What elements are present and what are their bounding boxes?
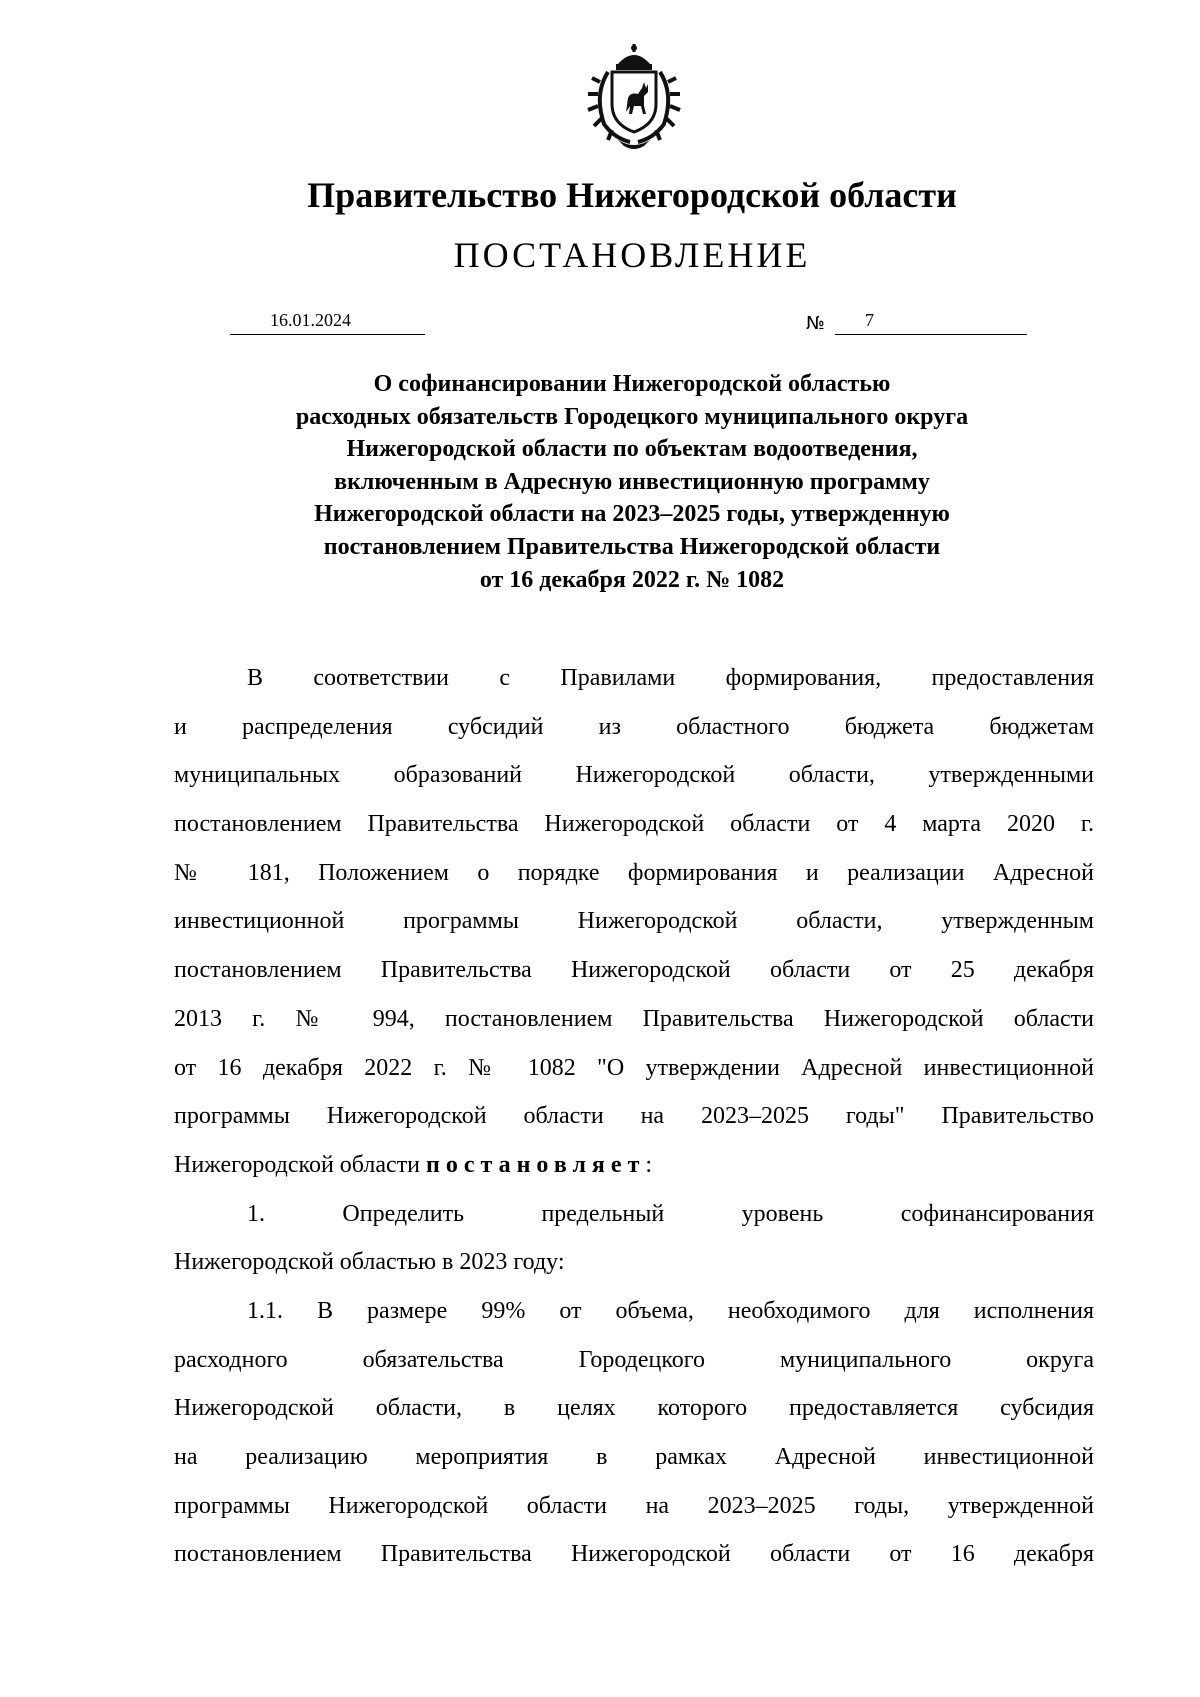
body-line: В соответствии с Правилами формирования, предоставления xyxy=(247,665,1094,691)
document-body xyxy=(174,654,1094,1579)
heading-line: Нижегородской области по объектам водоотведения, xyxy=(346,436,918,463)
organization-title: Правительство Нижегородской области xyxy=(307,175,957,215)
body-line: 1. Определить предельный уровень софинансирования xyxy=(247,1200,1094,1227)
body-line: № 181, Положением о порядке формирования и реализации Адресной xyxy=(174,859,1094,886)
body-line: 1.1. В размере 99% от объема, необходимого для исполнения xyxy=(247,1297,1094,1324)
resolves-word: постановляет xyxy=(426,1151,646,1178)
document-number: 7 xyxy=(865,310,874,330)
date-field xyxy=(230,308,425,335)
body-line: программы Нижегородской области на 2023–2025 годы, утвержденной xyxy=(174,1492,1094,1519)
body-text: Нижегородской области xyxy=(174,1151,427,1178)
heading-line: постановлением Правительства Нижегородской области xyxy=(323,533,941,560)
number-field xyxy=(835,308,1027,335)
document-date: 16.01.2024 xyxy=(270,310,351,330)
heading-line: О софинансировании Нижегородской областью xyxy=(373,371,891,397)
body-line: расходного обязательства Городецкого муниципального округа xyxy=(174,1346,1094,1373)
body-line-resolution xyxy=(174,1141,1094,1190)
document-type: ПОСТАНОВЛЕНИЕ xyxy=(453,235,811,275)
coat-of-arms-emblem xyxy=(578,42,690,150)
body-line: постановлением Правительства Нижегородской области от 25 декабря xyxy=(174,957,1094,984)
body-line: муниципальных образований Нижегородской области, утвержденными xyxy=(174,762,1094,789)
heading-line: включенным в Адресную инвестиционную программу xyxy=(334,468,930,495)
body-line: и распределения субсидий из областного бюджета бюджетам xyxy=(174,713,1094,740)
body-line: Нижегородской областью в 2023 году: xyxy=(174,1249,565,1276)
document-heading xyxy=(0,368,1200,596)
body-line: постановлением Правительства Нижегородской области от 16 декабря xyxy=(174,1541,1094,1568)
heading-line: расходных обязательств Городецкого муниципального округа xyxy=(295,403,969,430)
heading-line: от 16 декабря 2022 г. № 1082 xyxy=(479,566,785,593)
body-line: 2013 г. № 994, постановлением Правительства Нижегородской области xyxy=(174,1005,1094,1032)
body-line: Нижегородской области, в целях которого предоставляется субсидия xyxy=(174,1395,1094,1422)
number-sign: № xyxy=(806,313,825,334)
colon: : xyxy=(645,1151,653,1178)
body-line: инвестиционной программы Нижегородской области, утвержденным xyxy=(174,908,1094,935)
body-line: на реализацию мероприятия в рамках Адресной инвестиционной xyxy=(174,1444,1094,1470)
heading-line: Нижегородской области на 2023–2025 годы, утвержденную xyxy=(314,501,950,528)
body-line: от 16 декабря 2022 г. № 1082 "О утверждении Адресной инвестиционной xyxy=(174,1054,1094,1081)
body-line: постановлением Правительства Нижегородской области от 4 марта 2020 г. xyxy=(174,811,1094,838)
body-line: программы Нижегородской области на 2023–2025 годы" Правительство xyxy=(174,1103,1094,1130)
